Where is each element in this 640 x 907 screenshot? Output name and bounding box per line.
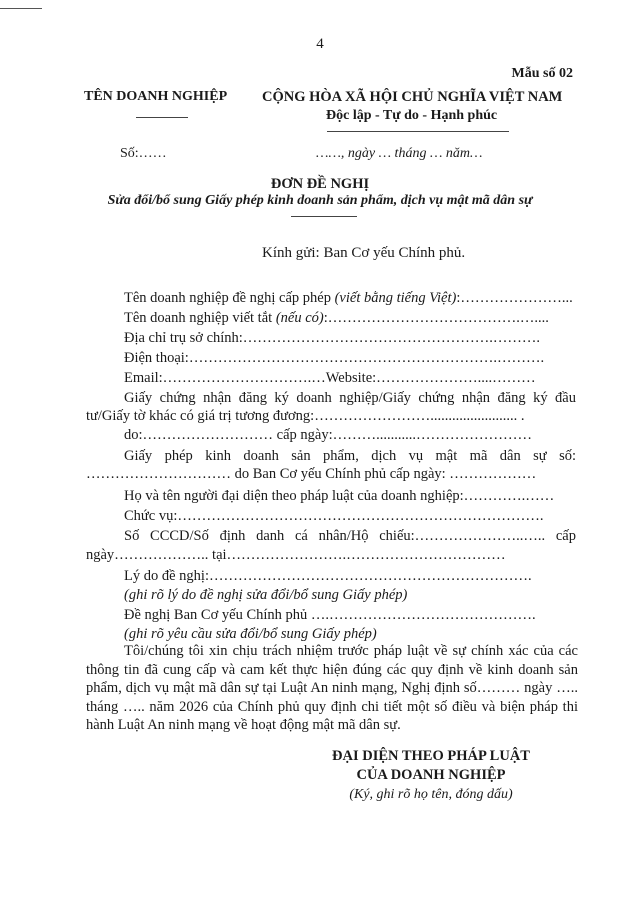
document-title: ĐƠN ĐỀ NGHỊ: [270, 176, 370, 192]
page-number: 4: [316, 36, 324, 52]
certificate-line-1: Giấy chứng nhận đăng ký doanh nghiệp/Giấy chứng nhận đăng ký đầu: [124, 390, 576, 406]
certificate-line-3: do:……………………… cấp ngày:………...........……………………: [124, 427, 532, 443]
abbreviation-field: Tên doanh nghiệp viết tắt (nếu có):………………………………….…....: [124, 310, 549, 326]
signature-note: (Ký, ghi rõ họ tên, đóng dấu): [349, 787, 513, 802]
license-line-1: Giấy phép kinh doanh sản phẩm, dịch vụ mật mã dân sự số:: [124, 448, 576, 464]
national-title: CỘNG HÒA XÃ HỘI CHỦ NGHĨA VIỆT NAM: [262, 89, 563, 105]
commitment-paragraph: Tôi/chúng tôi xin chịu trách nhiệm trước pháp luật về sự chính xác của các thông tin đã cung cấp và cam kết thực hiện đúng các quy định về kinh doanh sản phẩm, dịch vụ mật mã dân sự tại Luật An ninh mạng, Nghị định số……… ngày ….. tháng ….. năm 2026 của Chính phủ quy định chi tiết một số điều và biện pháp thi hành Luật An ninh mạng về hoạt động mật mã dân sự.: [86, 643, 578, 733]
company-name-field: Tên doanh nghiệp đề nghị cấp phép (viết bằng tiếng Việt):…………………...: [124, 290, 573, 306]
top-rule: [0, 8, 42, 9]
title-underline: [291, 216, 357, 217]
form-number: Mẫu số 02: [511, 66, 573, 81]
signature-title-2: CỦA DOANH NGHIỆP: [356, 767, 506, 783]
position-field: Chức vụ:………………………………………………………………….: [124, 508, 544, 524]
id-line-1: Số CCCD/Số định danh cá nhân/Hộ chiếu:…………………..….. cấp: [124, 528, 576, 544]
company-name: TÊN DOANH NGHIỆP: [84, 89, 228, 104]
license-line-2: ………………………… do Ban Cơ yếu Chính phủ cấp ngày: ………………: [86, 466, 537, 482]
document-number: Số:……: [120, 146, 167, 161]
company-underline: [136, 117, 188, 118]
representative-name-field: Họ và tên người đại diện theo pháp luật của doanh nghiệp:………….……: [124, 488, 555, 504]
reason-field: Lý do đề nghị:………………………………………………………….: [124, 568, 532, 584]
request-field: Đề nghị Ban Cơ yếu Chính phủ ….…………………………………….: [124, 607, 536, 623]
address-field: Địa chỉ trụ sở chính:…………………………………………….……….: [124, 330, 541, 346]
date-line: ……, ngày … tháng … năm…: [316, 146, 483, 161]
reason-note: (ghi rõ lý do đề nghị sửa đổi/bổ sung Giấy phép): [124, 587, 408, 603]
document-subtitle: Sửa đổi/bổ sung Giấy phép kinh doanh sản phẩm, dịch vụ mật mã dân sự: [107, 193, 533, 208]
request-note: (ghi rõ yêu cầu sửa đổi/bổ sung Giấy phép): [124, 626, 377, 642]
phone-field: Điện thoại:……………………………………………………….……….: [124, 350, 545, 366]
national-motto: Độc lập - Tự do - Hạnh phúc: [326, 108, 498, 123]
email-website-field: Email:………………………….…Website:…………………....………: [124, 370, 536, 386]
motto-underline: [327, 131, 509, 132]
signature-title-1: ĐẠI DIỆN THEO PHÁP LUẬT: [332, 748, 530, 764]
certificate-line-2: tư/Giấy tờ khác có giá trị tương đương:……………………........................ .: [86, 408, 525, 424]
greeting: Kính gửi: Ban Cơ yếu Chính phủ.: [262, 245, 466, 261]
id-line-2: ngày……………….. tại…………………….……………………………: [86, 547, 506, 563]
